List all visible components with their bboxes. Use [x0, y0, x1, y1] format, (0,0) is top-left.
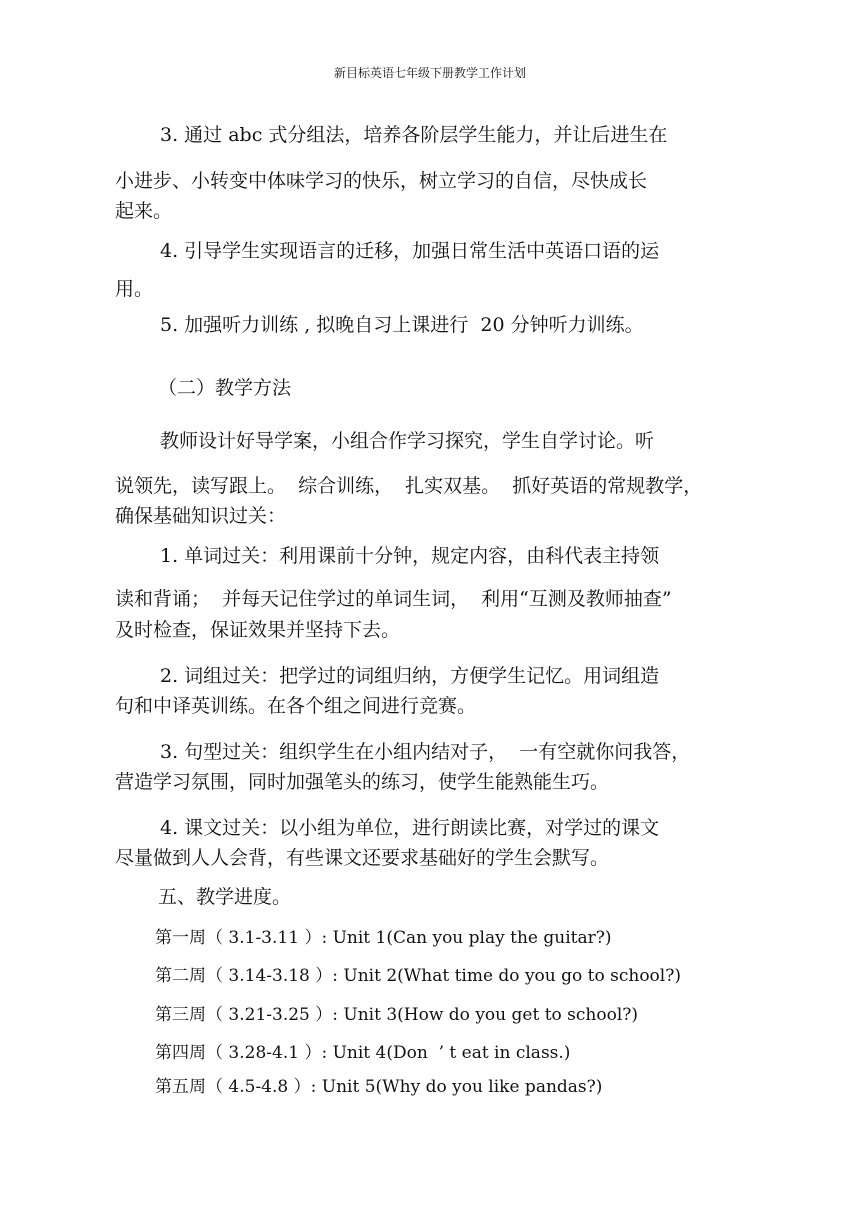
goal-5-line-1: 5. 加强听力训练 , 拟晚自习上课进行 20 分钟听力训练。: [160, 314, 644, 336]
schedule-week-2: 第二周（ 3.14-3.18 ）: Unit 2(What time do you go to school?): [155, 966, 681, 986]
goal-3-line-2: 小进步、小转变中体味学习的快乐，树立学习的自信，尽快成长: [115, 170, 648, 192]
method-3-line-2: 营造学习氛围，同时加强笔头的练习，使学生能熟能生巧。: [115, 771, 610, 793]
goal-4-line-2: 用。: [115, 278, 154, 300]
section-title-methods: （二）教学方法: [158, 377, 292, 399]
method-4-line-1: 4. 课文过关：以小组为单位，进行朗读比赛，对学过的课文: [160, 817, 660, 839]
method-3-line-1: 3. 句型过关：组织学生在小组内结对子， 一有空就你问我答，: [160, 741, 691, 763]
method-2-line-1: 2. 词组过关：把学过的词组归纳，方便学生记忆。用词组造: [160, 665, 660, 687]
schedule-week-4: 第四周（ 3.28-4.1 ）: Unit 4(Don ’ t eat in class.): [155, 1043, 571, 1063]
page-header: 新目标英语七年级下册教学工作计划: [333, 66, 526, 80]
method-2-line-2: 句和中译英训练。在各个组之间进行竞赛。: [115, 695, 477, 717]
schedule-week-1: 第一周（ 3.1-3.11 ）: Unit 1(Can you play the guitar?): [155, 928, 612, 948]
methods-intro-line-3: 确保基础知识过关：: [115, 505, 287, 527]
goal-3-line-1: 3. 通过 abc 式分组法，培养各阶层学生能力，并让后进生在: [160, 124, 668, 146]
methods-intro-line-2: 说领先，读写跟上。 综合训练， 扎实双基。 抓好英语的常规教学，: [115, 475, 703, 497]
schedule-week-3: 第三周（ 3.21-3.25 ）: Unit 3(How do you get to school?): [155, 1005, 639, 1025]
method-1-line-1: 1. 单词过关：利用课前十分钟，规定内容，由科代表主持领: [160, 545, 660, 567]
section-title-schedule: 五、教学进度。: [158, 886, 292, 908]
goal-4-line-1: 4. 引导学生实现语言的迁移，加强日常生活中英语口语的运: [160, 240, 660, 262]
method-1-line-2: 读和背诵； 并每天记住学过的单词生词， 利用“互测及教师抽查”: [115, 588, 672, 610]
methods-intro-line-1: 教师设计好导学案，小组合作学习探究，学生自学讨论。听: [160, 430, 655, 452]
method-4-line-2: 尽量做到人人会背，有些课文还要求基础好的学生会默写。: [115, 847, 610, 869]
schedule-week-5: 第五周（ 4.5-4.8 ）: Unit 5(Why do you like pandas?): [155, 1077, 603, 1097]
goal-3-line-3: 起来。: [115, 200, 173, 222]
method-1-line-3: 及时检查，保证效果并坚持下去。: [115, 619, 401, 641]
